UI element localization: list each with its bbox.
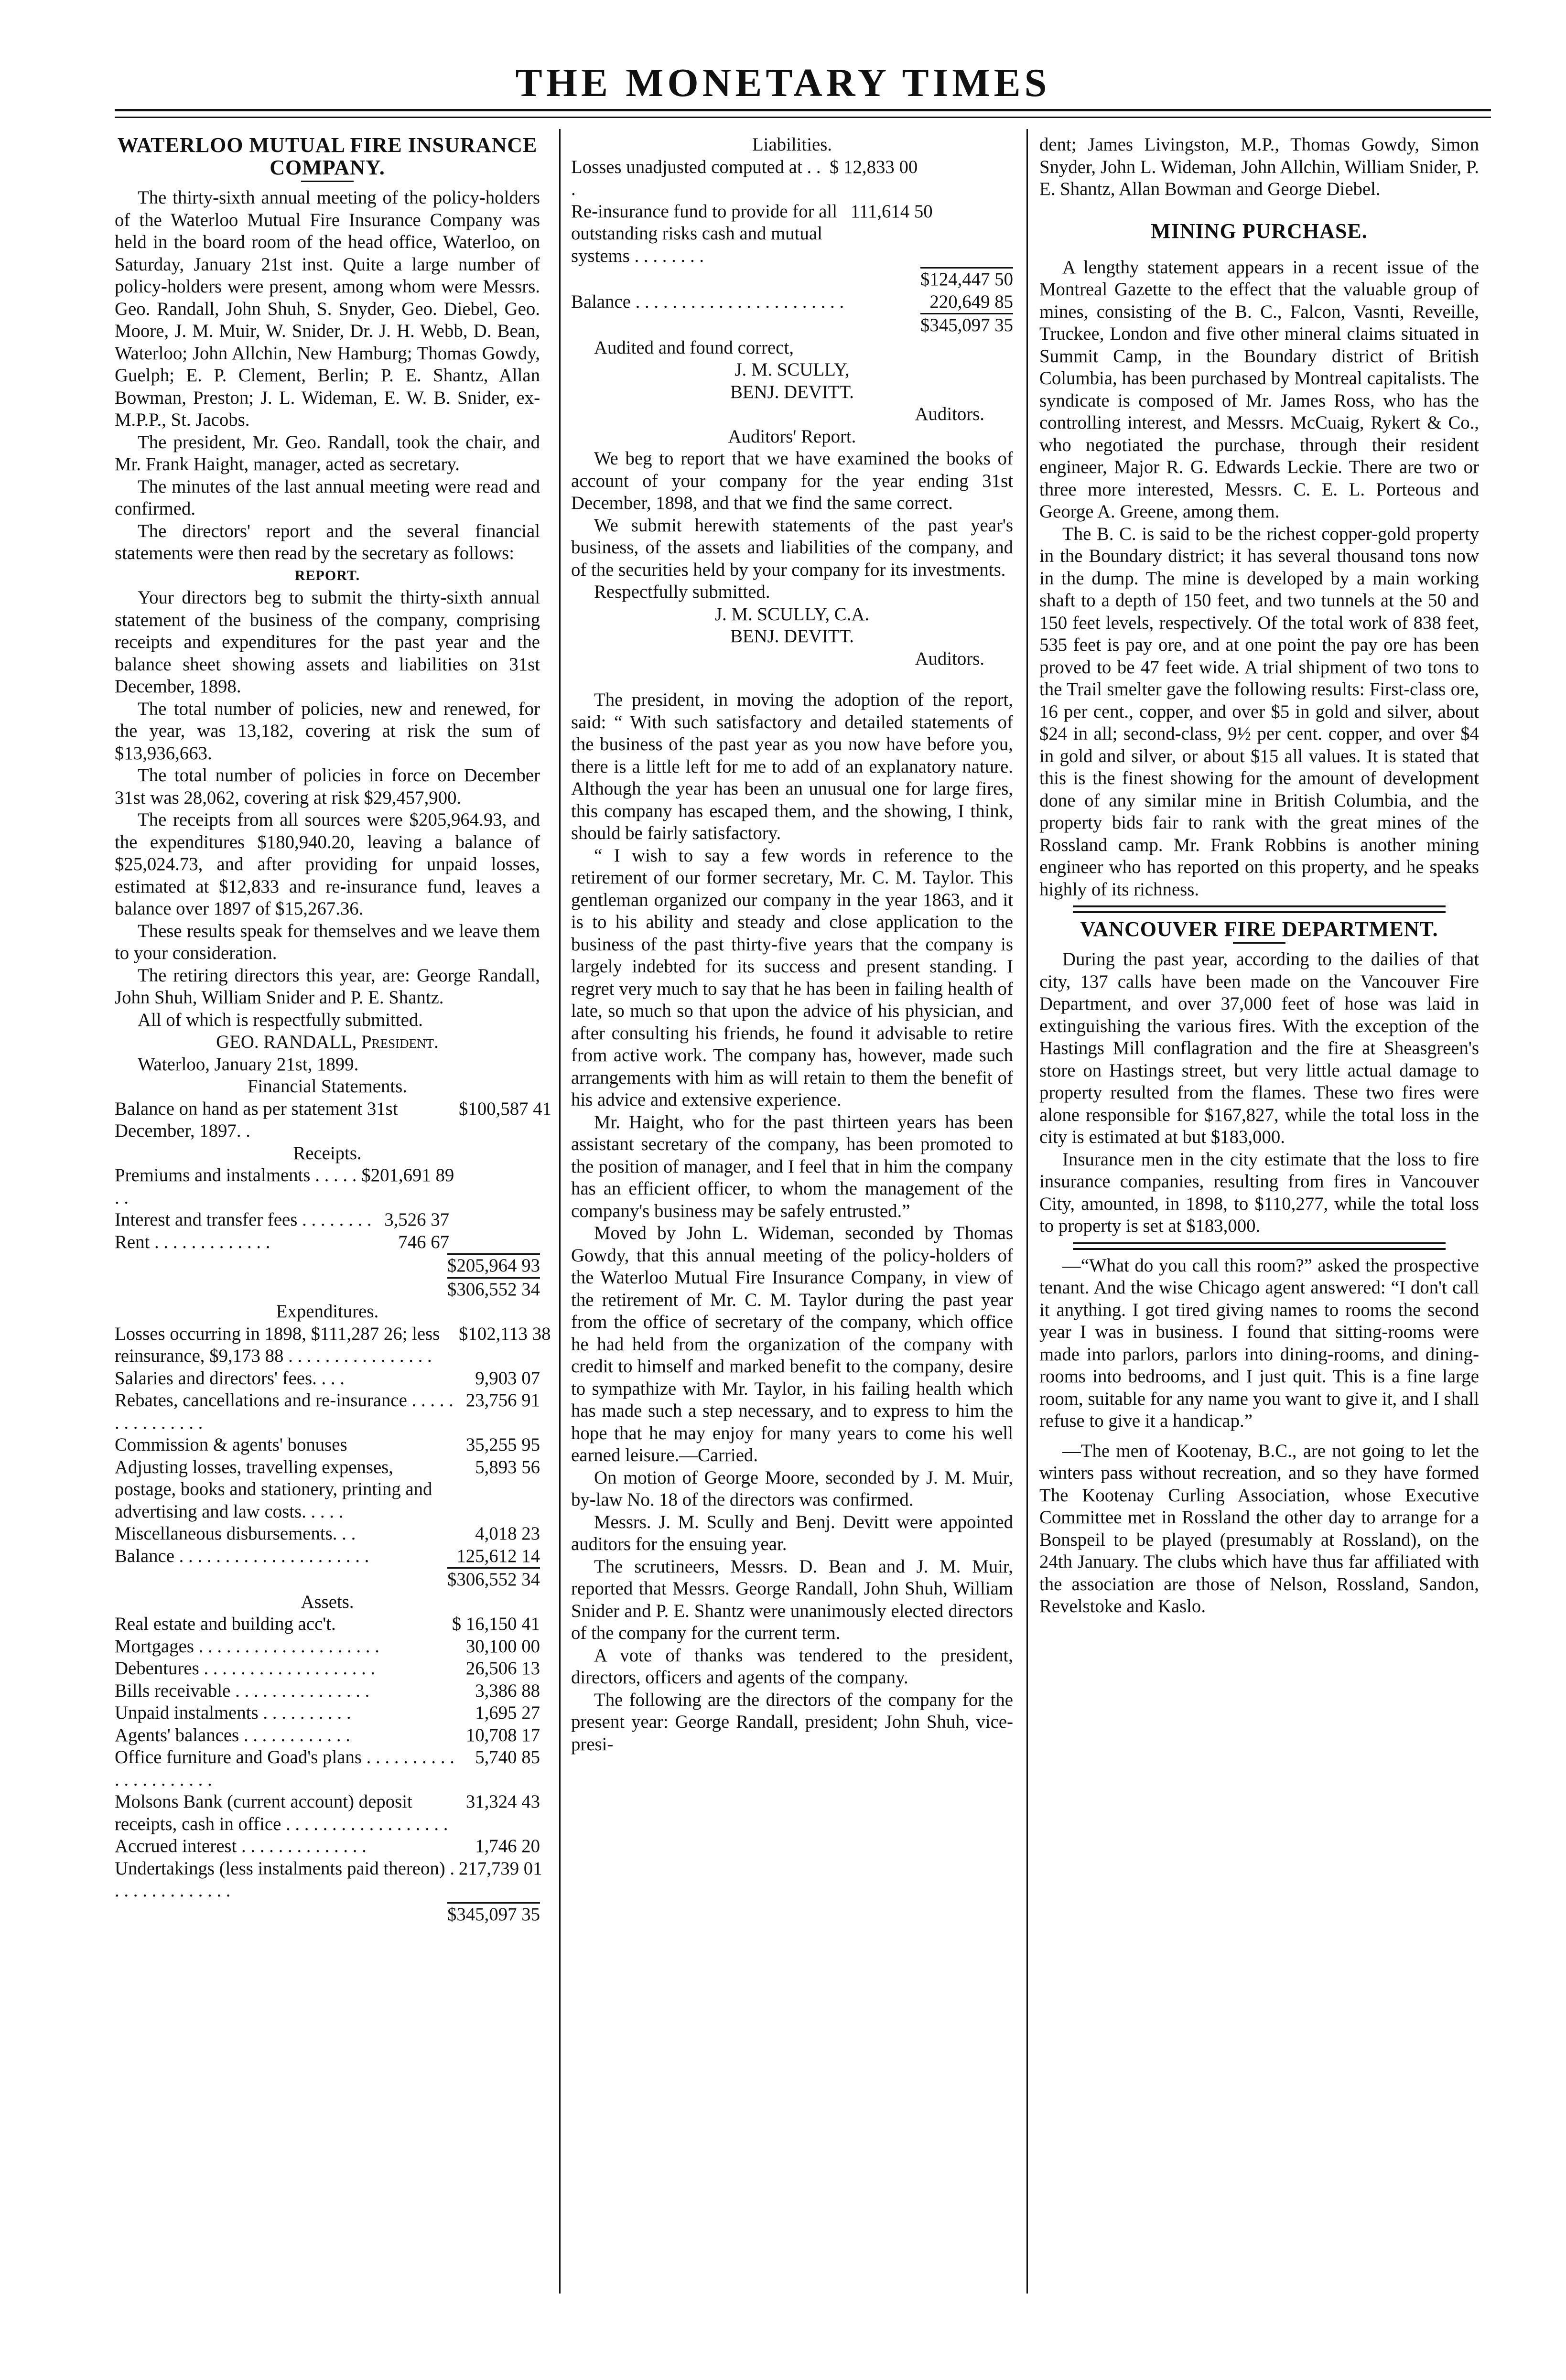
ledger-row [115,1658,540,1680]
ledger-row [115,1368,540,1390]
ledger-label: Salaries and directors' fees. . . . [115,1368,345,1389]
ledger-label: Commission & agents' bonuses [115,1434,347,1455]
paragraph: All of which is respectfully submitted. [138,1009,423,1030]
ledger-amount: 746 67 [398,1231,449,1252]
ledger-label: Losses unadjusted computed at . . . [571,156,821,199]
signature: J. M. SCULLY, C.A. [714,603,870,625]
paragraph: During the past year, according to the dailies of that city, 137 calls have been made on the Vancouver Fire Department, and over 37,000 feet of hose was laid in extinguishing the various fires. With the exception of the Hastings Mill conflagration and the fire at Sheasgreen's store on Hastings street, but very little actual damage to property resulted from the flames. These two fires were alone responsible for $167,827, while the total loss in the city is estimated at but $183,000. [1039,949,1479,1147]
column-divider [1026,129,1028,2294]
ledger-label: Mortgages . . . . . . . . . . . . . . . . . . . . [115,1636,379,1657]
ledger-total: $306,552 34 [447,1277,540,1301]
ledger-label: Re-insurance fund to provide for all outstanding risks cash and mutual systems . . . . . . . . [571,201,837,266]
ledger-row [115,1746,540,1791]
paragraph: The receipts from all sources were $205,964.93, and the expenditures $180,940.20, leaving a balance of $25,024.73, and after providing for unpaid losses, estimated at $12,833 and re-insurance fund, leaves a balance over 1897 of $15,267.36. [115,809,540,919]
ledger-row [115,1680,540,1702]
signature: J. M. SCULLY, [734,359,850,380]
ledger-row [115,1545,540,1568]
masthead-rule-bottom [115,117,1491,118]
article-title: MINING PURCHASE. [1151,219,1368,243]
paragraph: The retiring directors this year, are: George Randall, John Shuh, William Snider and P. E. Shantz. [115,965,540,1008]
section-divider [1073,905,1446,913]
section-heading: Auditors' Report. [728,426,856,447]
ledger-amount: 23,756 91 [465,1390,540,1411]
ledger-label: Accrued interest . . . . . . . . . . . . . . [115,1836,367,1856]
ledger-label: Agents' balances . . . . . . . . . . . . [115,1724,350,1745]
ledger-amount: 3,386 88 [475,1680,540,1701]
paragraph: dent; James Livingston, M.P., Thomas Gowdy, Simon Snyder, John L. Wideman, John Allchin, William Snider, P. E. Shantz, Allan Bowman and George Diebel. [1039,134,1479,199]
signature-role: Auditors. [915,648,984,669]
paragraph: Messrs. J. M. Scully and Benj. Devitt were appointed auditors for the ensuing year. [571,1511,1013,1554]
paragraph: The president, in moving the adoption of the report, said: “ With such satisfactory and detailed statements of the business of the past year as you now have before you, there is a little left for me to add of an explanatory nature. Although the year has been an unusual one for large fires, this company has escaped them, and the showing, I think, should be fairly satisfactory. [571,689,1013,843]
ledger-label: Interest and transfer fees . . . . . . . . [115,1209,372,1230]
paragraph: The minutes of the last annual meeting were read and confirmed. [115,476,540,519]
ledger-amount: 30,100 00 [465,1636,540,1657]
section-divider [1073,1242,1446,1250]
ledger-amount: 1,695 27 [475,1702,540,1723]
column-1 [115,133,551,1926]
ledger-amount: 111,614 50 [851,201,933,222]
paragraph: Audited and found correct, [594,337,794,358]
ledger-total: $205,964 93 [447,1253,540,1277]
ledger-total: $306,552 34 [447,1567,540,1591]
signature-role: Auditors. [915,404,984,424]
ledger-label: Molsons Bank (current account) deposit receipts, cash in office . . . . . . . . . . . . . . . . . . [115,1791,448,1834]
ledger-label: Balance . . . . . . . . . . . . . . . . . . . . . [115,1545,369,1566]
paragraph: The total number of policies in force on December 31st was 28,062, covering at risk $29,457,900. [115,765,540,808]
ledger-row [571,201,1013,268]
section-heading: Receipts. [293,1142,362,1163]
ledger-row [115,1323,551,1368]
title-rule [1233,942,1285,944]
ledger-amount: 9,903 07 [475,1368,540,1389]
ledger-total: $345,097 35 [920,313,1013,337]
ledger-row [115,1835,540,1858]
ledger-amount: 26,506 13 [465,1658,540,1679]
ledger-row [115,1902,540,1926]
ledger-amount: 1,746 20 [475,1836,540,1856]
paragraph: We beg to report that we have examined the books of account of your company for the year ending 31st December, 1898, and that we find the same correct. [571,448,1013,513]
ledger-amount: 217,739 01 [459,1858,542,1879]
ledger-label: Bills receivable . . . . . . . . . . . . . . . [115,1680,370,1701]
ledger-row [115,1277,540,1301]
ledger-amount: 125,612 14 [456,1545,540,1566]
ledger-label: Real estate and building acc't. [115,1614,336,1634]
paragraph: Insurance men in the city estimate that the loss to fire insurance companies, resulting from fires in Vancouver City, amounted, in 1898, to $110,277, while the total loss to property is set at $183,000. [1039,1149,1479,1236]
paragraph: —“What do you call this room?” asked the prospective tenant. And the wise Chicago agent answered: “I don't call it anything. I got tired giving names to rooms the second year I was in business. I found that sitting-rooms were made into parlors, parlors into dining-rooms, and dining-rooms into bedrooms, and I just quit. This is a fine large room, suitable for any name you want to give it, and I shall refuse to give it a handicap.” [1039,1255,1479,1431]
ledger-row [571,313,1013,337]
ledger-total: $124,447 50 [920,267,1013,291]
report-heading: REPORT. [294,567,360,583]
ledger-row [115,1523,540,1545]
ledger-amount: $201,691 89 [361,1165,454,1185]
ledger-amount: 31,324 43 [465,1791,540,1812]
column-2 [571,134,1013,1755]
ledger-label: Balance . . . . . . . . . . . . . . . . . . . . . . . [571,291,844,312]
paragraph: We submit herewith statements of the past year's business, of the assets and liabilities of the company, and of the securities held by your company for its investments. [571,515,1013,580]
ledger-label: Unpaid instalments . . . . . . . . . . [115,1702,351,1723]
masthead-rule-top [115,109,1491,111]
ledger-row [115,1724,540,1747]
ledger-row [115,1567,540,1591]
paragraph: The total number of policies, new and renewed, for the year, was 13,182, covering at risk the sum of $13,936,663. [115,698,540,764]
ledger-row [115,1231,540,1254]
ledger-row [571,267,1013,291]
paragraph: The thirty-sixth annual meeting of the policy-holders of the Waterloo Mutual Fire Insurance Company was held in the board room of the head office, Waterloo, on Saturday, January 21st inst. Quite a large number of policy-holders were present, among whom were Messrs. Geo. Randall, John Shuh, S. Snyder, Geo. Diebel, Geo. Moore, J. M. Muir, W. Snider, Dr. J. H. Webb, D. Bean, Waterloo; John Allchin, New Hamburg; Thomas Gowdy, Guelph; E. P. Clement, Berlin; P. E. Shantz, Allan Bowman, Preston; J. L. Wideman, E. W. B. Snider, ex-M.P.P., St. Jacobs. [115,187,540,430]
paragraph: Respectfully submitted. [594,582,770,602]
ledger-amount: 4,018 23 [475,1523,540,1544]
ledger-label: Debentures . . . . . . . . . . . . . . . . . . . [115,1658,376,1679]
masthead: THE MONETARY TIMES [515,61,1051,105]
paragraph: A vote of thanks was tendered to the president, directors, officers and agents of the company. [571,1645,1013,1688]
ledger-row [115,1098,551,1142]
paragraph: Your directors beg to submit the thirty-sixth annual statement of the business of the company, comprising receipts and expenditures for the past year and the balance sheet showing assets and liabilities on 31st December, 1898. [115,587,540,697]
ledger-amount: 35,255 95 [465,1434,540,1455]
title-rule [301,181,354,182]
ledger-row [115,1164,540,1209]
ledger-row [115,1858,540,1902]
section-heading: Liabilities. [752,134,832,155]
ledger-label: Premiums and instalments . . . . . . . [115,1165,357,1208]
ledger-row [115,1702,540,1724]
paragraph: —The men of Kootenay, B.C., are not going to let the winters pass without recreation, and so they have formed The Kootenay Curling Association, whose Executive Committee met in Rossland the other day to arrange for a Bonspeil to be played (presumably at Rossland), on the 24th January. The clubs which have thus far affiliated with the association are those of Nelson, Rossland, Sandon, Revelstoke and Kaslo. [1039,1440,1479,1616]
ledger-amount: 5,740 85 [475,1747,540,1767]
column-3 [1039,134,1479,1618]
paragraph: The scrutineers, Messrs. D. Bean and J. M. Muir, reported that Messrs. George Randall, John Shuh, William Snider and P. E. Shantz were unanimously elected directors of the company for the current term. [571,1556,1013,1643]
ledger-total: $345,097 35 [447,1902,540,1926]
dateline: Waterloo, January 21st, 1899. [138,1054,359,1075]
column-divider [559,129,561,2294]
ledger-label: Miscellaneous disbursements. . . [115,1523,356,1544]
ledger-amount: 220,649 85 [929,291,1013,312]
section-heading: Financial Statements. [247,1076,408,1097]
ledger-amount: 5,893 56 [475,1456,540,1477]
signature: BENJ. DEVITT. [730,626,854,646]
paragraph: A lengthy statement appears in a recent issue of the Montreal Gazette to the effect that the valuable group of mines, consisting of the B. C., Falcon, Vasnti, Reveille, Truckee, London and five other mineral claims situated in Summit Camp, in the Boundary district of British Columbia, has been purchased by Montreal capitalists. The syndicate is composed of Mr. James Ross, who has the controlling interest, and Messrs. McCuaig, Rykert & Co., who negotiated the purchase, through their resident engineer, Major R. G. Edwards Leckie. There are two or three more interested, Messrs. C. E. L. Porteous and George A. Greene, among them. [1039,257,1479,522]
ledger-amount: $ 16,150 41 [452,1614,540,1634]
ledger-amount: $ 12,833 00 [830,156,918,177]
ledger-row [571,156,1013,201]
paragraph: The president, Mr. Geo. Randall, took the chair, and Mr. Frank Haight, manager, acted as secretary. [115,431,540,474]
ledger-row [115,1434,540,1456]
ledger-amount: $100,587 41 [459,1098,551,1119]
section-heading: Assets. [301,1591,354,1612]
ledger-label: Losses occurring in 1898, $111,287 26; less reinsurance, $9,173 88 . . . . . . . . . . . . . . . . [115,1323,440,1366]
article-title: WATERLOO MUTUAL FIRE INSURANCE COMPANY. [117,133,538,179]
ledger-amount: 10,708 17 [465,1724,540,1745]
ledger-label: Rent . . . . . . . . . . . . . [115,1231,270,1252]
ledger-row [115,1253,540,1277]
ledger-label: Balance on hand as per statement 31st December, 1897. . [115,1098,398,1141]
article-title: VANCOUVER FIRE DEPARTMENT. [1080,917,1438,941]
section-heading: Expenditures. [276,1301,379,1322]
ledger-row [115,1209,540,1231]
ledger-amount: $102,113 38 [459,1323,551,1344]
paragraph: Moved by John L. Wideman, seconded by Thomas Gowdy, that this annual meeting of the policy-holders of the Waterloo Mutual Fire Insurance Company, in view of the retirement of Mr. C. M. Taylor during the past year from the office of secretary of the company, which office he had held from the organization of the company with credit to himself and marked benefit to the company, desire to sympathize with Mr. Taylor, in his failing health which has made such a step necessary, and to express to him the hope that he may enjoy for many years to come his well earned leisure.—Carried. [571,1223,1013,1465]
ledger-label: Adjusting losses, travelling expenses, postage, books and stationery, printing and advertising and law costs. . . . . [115,1456,432,1522]
ledger-row [115,1456,540,1523]
paragraph: The following are the directors of the company for the present year: George Randall, president; John Shuh, vice-presi- [571,1689,1013,1755]
ledger-label: Office furniture and Goad's plans . . . . . . . . . . . . . . . . . . . . . [115,1747,454,1790]
ledger-row [115,1791,540,1835]
ledger-row [571,291,1013,313]
paragraph: The directors' report and the several financial statements were then read by the secretary as follows: [115,520,540,563]
ledger-row [115,1613,540,1636]
signature: BENJ. DEVITT. [730,381,854,402]
paragraph: On motion of George Moore, seconded by J. M. Muir, by-law No. 18 of the directors was confirmed. [571,1467,1013,1510]
signature: GEO. RANDALL, President. [216,1032,439,1052]
paragraph: The B. C. is said to be the richest copper-gold property in the Boundary district; it has several thousand tons now in the dump. The mine is developed by a main working shaft to a depth of 150 feet, and two tunnels at the 50 and 150 feet levels, respectively. Of the total work of 838 feet, 535 feet is pay ore, and at one point the pay ore has been proved to be 47 feet wide. A trial shipment of two tons to the Trail smelter gave the following results: First-class ore, 16 per cent., copper, and over $5 in gold and silver, about $24 in all; second-class, 9½ per cent. copper, and over $4 in gold and silver, or about $15 all values. It is stated that this is the finest showing for the amount of development done of any similar mine in British Columbia, and the property bids fair to rank with the great mines of the Rossland camp. Mr. Frank Robbins is another mining engineer who has reported on this property, and he speaks highly of its richness. [1039,523,1479,900]
paragraph: “ I wish to say a few words in reference to the retirement of our former secretary, Mr. C. M. Taylor. This gentleman organized our company in the year 1863, and it is to his ability and steady and close application to the business of the past thirty-five years that the company is largely indebted for its success and present standing. I regret very much to say that he has been in failing health of late, so much so that upon the advice of his physician, and after consulting his friends, he found it advisable to retire from active work. The company has, however, made such arrangements with him as will retain to them the benefit of his advice and extensive experience. [571,845,1013,1110]
paragraph: These results speak for themselves and we leave them to your consideration. [115,920,540,963]
ledger-label: Undertakings (less instalments paid thereon) . . . . . . . . . . . . . . [115,1858,455,1901]
ledger-row [115,1636,540,1658]
ledger-label: Rebates, cancellations and re-insurance . . . . . . . . . . . . . . . [115,1390,454,1433]
ledger-amount: 3,526 37 [384,1209,449,1230]
ledger-row [115,1389,540,1434]
paragraph: Mr. Haight, who for the past thirteen years has been assistant secretary of the company, has been promoted to the position of manager, and I feel that in him the company has an efficient officer, to whom the management of the company's business may be safely entrusted.” [571,1111,1013,1221]
